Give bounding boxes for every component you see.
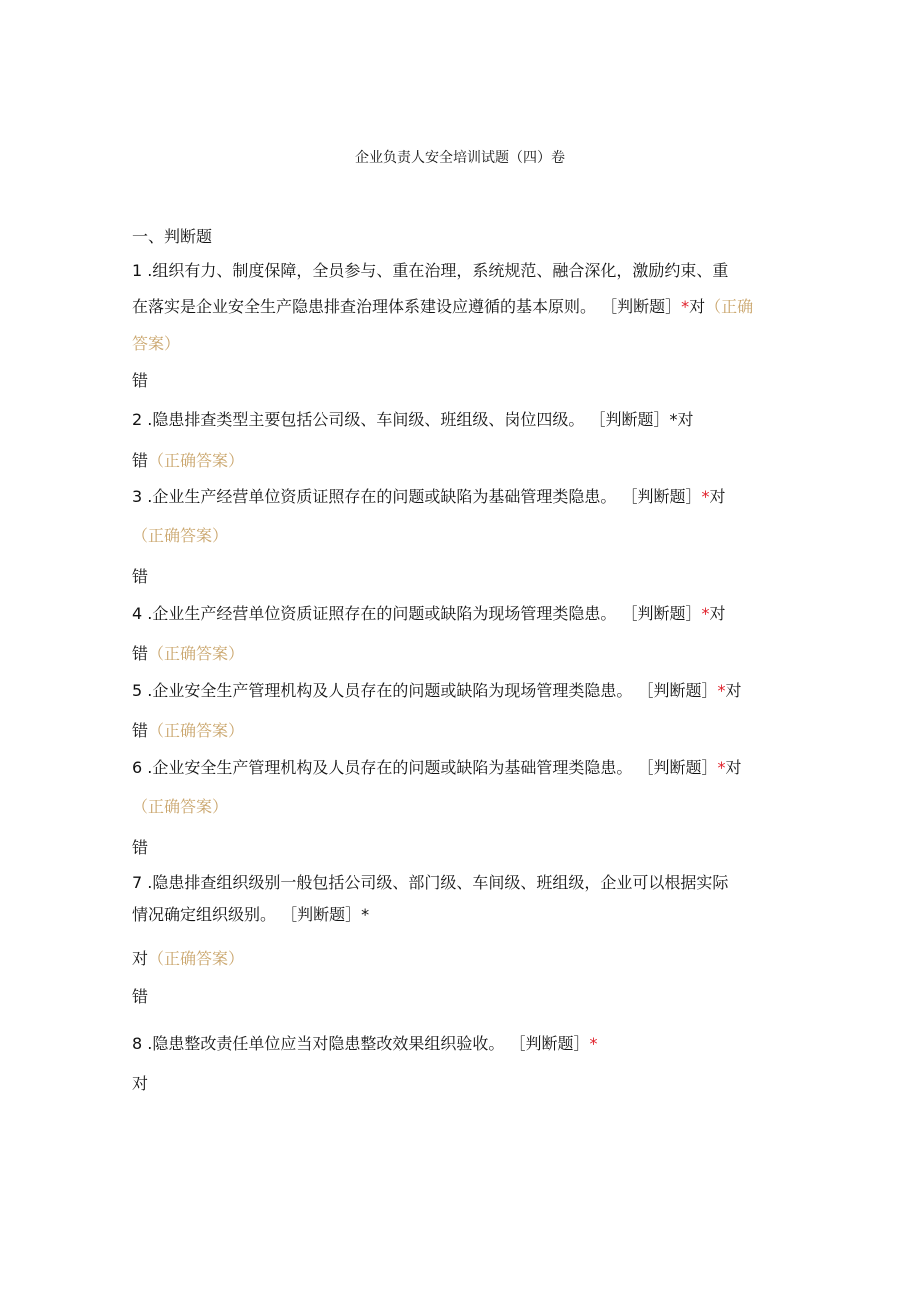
question-text: .企业生产经营单位资质证照存在的问题或缺陷为基础管理类隐患。 (147, 487, 617, 506)
correct-answer-marker: （正确答案） (148, 644, 245, 663)
question-type-tag: ［判断题］ (589, 410, 670, 429)
question-number: 5 (132, 681, 143, 700)
question-1-line-1 (132, 261, 728, 281)
question-text: 情况确定组织级别。 (132, 905, 277, 924)
question-6 (132, 758, 742, 778)
option-true[interactable]: 对 (132, 949, 149, 968)
question-8 (132, 1034, 597, 1054)
question-number: 2 (132, 410, 143, 429)
question-text: .隐患整改责任单位应当对隐患整改效果组织验收。 (147, 1034, 505, 1053)
required-star: * (589, 1034, 598, 1053)
question-7-line-1 (132, 873, 728, 893)
question-type-tag: ［判断题］ (637, 681, 718, 700)
required-star: * (669, 410, 678, 429)
option-true[interactable]: 对 (709, 487, 726, 506)
question-5-options (132, 721, 244, 741)
correct-answer-marker: （正确答案） (132, 797, 229, 816)
option-false[interactable]: 错 (132, 371, 149, 390)
option-false[interactable]: 错 (132, 838, 149, 857)
question-number: 6 (132, 758, 143, 777)
question-type-tag: ［判断题］ (281, 905, 362, 924)
question-4-options (132, 644, 244, 664)
correct-answer-marker: （正确答案） (132, 526, 229, 545)
question-number: 8 (132, 1034, 143, 1053)
document-title: 企业负责人安全培训试题（四）卷 (355, 150, 565, 166)
option-true[interactable]: 对 (725, 758, 742, 777)
option-true[interactable]: 对 (709, 604, 726, 623)
question-text: .企业安全生产管理机构及人员存在的问题或缺陷为基础管理类隐患。 (147, 758, 633, 777)
correct-answer-marker: （正确 (705, 297, 754, 316)
option-true[interactable]: 对 (689, 297, 706, 316)
option-false[interactable]: 错 (132, 987, 149, 1006)
question-number: 3 (132, 487, 143, 506)
option-true[interactable]: 对 (677, 410, 694, 429)
correct-answer-marker-cont: 答案） (132, 334, 181, 353)
required-star: * (717, 758, 726, 777)
question-text: 在落实是企业安全生产隐患排查治理体系建设应遵循的基本原则。 (132, 297, 597, 316)
question-2-options (132, 451, 244, 471)
correct-answer-marker: （正确答案） (148, 451, 245, 470)
required-star: * (701, 604, 710, 623)
question-text: .企业生产经营单位资质证照存在的问题或缺陷为现场管理类隐患。 (147, 604, 617, 623)
question-text: .企业安全生产管理机构及人员存在的问题或缺陷为现场管理类隐患。 (147, 681, 633, 700)
required-star: * (717, 681, 726, 700)
option-false[interactable]: 错 (132, 721, 149, 740)
option-false[interactable]: 错 (132, 644, 149, 663)
question-text: .隐患排查类型主要包括公司级、车间级、班组级、岗位四级。 (147, 410, 585, 429)
question-type-tag: ［判断题］ (621, 604, 702, 623)
question-type-tag: ［判断题］ (509, 1034, 590, 1053)
option-false[interactable]: 错 (132, 451, 149, 470)
question-3 (132, 487, 726, 507)
required-star: * (361, 905, 370, 924)
question-number: 4 (132, 604, 143, 623)
question-2 (132, 410, 694, 430)
option-true[interactable]: 对 (725, 681, 742, 700)
question-text: .组织有力、制度保障，全员参与、重在治理，系统规范、融合深化，激励约束、重 (147, 261, 729, 280)
question-5 (132, 681, 742, 701)
correct-answer-marker: （正确答案） (148, 949, 245, 968)
question-type-tag: ［判断题］ (621, 487, 702, 506)
required-star: * (681, 297, 690, 316)
required-star: * (701, 487, 710, 506)
question-number: 1 (132, 261, 143, 280)
correct-answer-marker: （正确答案） (148, 721, 245, 740)
question-7-line-2 (132, 905, 369, 925)
question-7-options (132, 949, 244, 969)
question-type-tag: ［判断题］ (637, 758, 718, 777)
question-4 (132, 604, 726, 624)
option-false[interactable]: 错 (132, 567, 149, 586)
question-1-line-2 (132, 297, 753, 317)
section-heading: 一、判断题 (132, 227, 213, 246)
question-text: .隐患排查组织级别一般包括公司级、部门级、车间级、班组级，企业可以根据实际 (147, 873, 729, 892)
option-true[interactable]: 对 (132, 1074, 149, 1093)
question-number: 7 (132, 873, 143, 892)
question-type-tag: ［判断题］ (601, 297, 682, 316)
